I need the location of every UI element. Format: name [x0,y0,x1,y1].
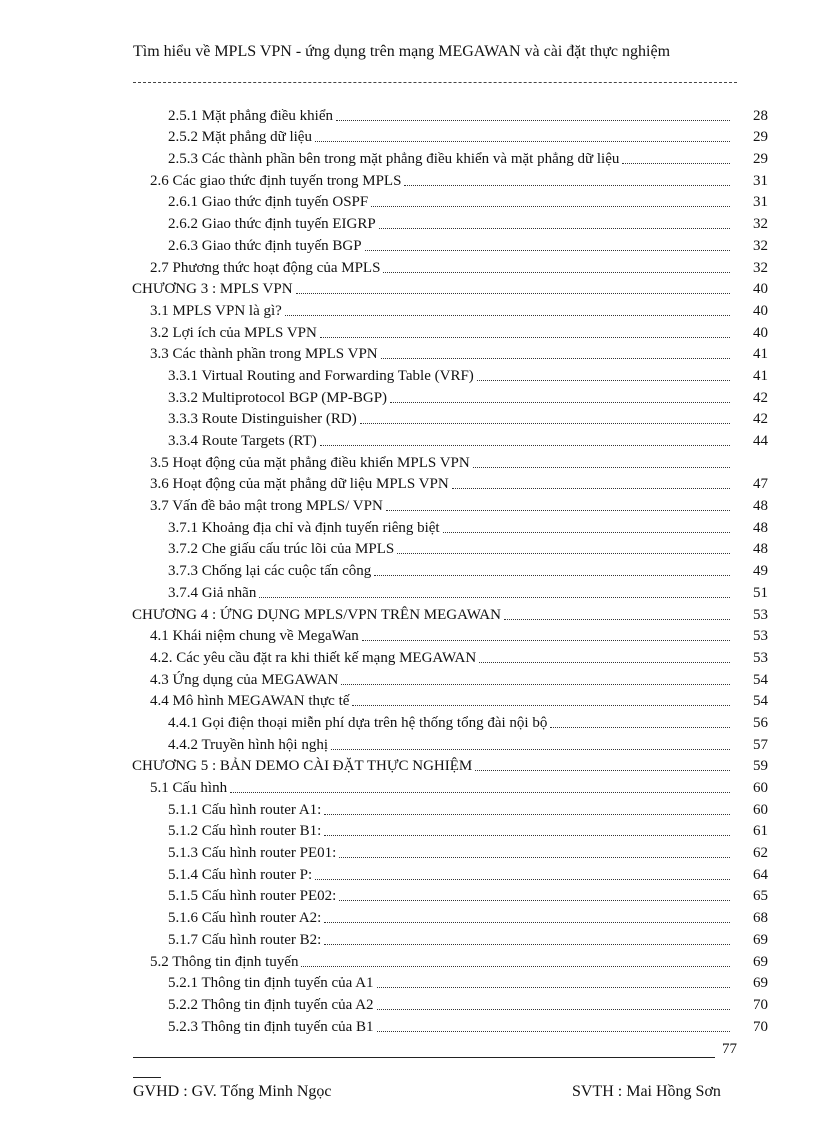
toc-dot-leader [360,423,730,424]
toc-entry[interactable] [132,992,768,1014]
toc-dot-leader [339,857,730,858]
toc-dot-leader [377,987,730,988]
toc-dot-leader [324,835,730,836]
toc-entry-label: 5.2.1 Thông tin định tuyến của A1 [168,975,374,992]
toc-entry[interactable] [132,233,768,255]
toc-entry-page: 29 [753,151,768,168]
toc-entry-label: 2.5.1 Mặt phẳng điều khiển [168,107,333,124]
toc-entry[interactable] [132,558,768,580]
toc-entry[interactable] [132,840,768,862]
toc-dot-leader [452,488,730,489]
toc-entry-label: 3.3.1 Virtual Routing and Forwarding Table (VRF) [168,367,474,384]
toc-entry-page: 69 [753,931,768,948]
toc-entry[interactable] [132,602,768,624]
toc-entry-label: 3.3 Các thành phần trong MPLS VPN [150,346,378,363]
toc-entry-page: 28 [753,107,768,124]
toc-entry-label: 2.6.2 Giao thức định tuyến EIGRP [168,216,376,233]
toc-dot-leader [404,185,730,186]
toc-entry[interactable] [132,125,768,147]
toc-entry-page: 29 [753,129,768,146]
toc-entry-label: 5.1.7 Cấu hình router B2: [168,931,322,948]
toc-dot-leader [390,402,730,403]
toc-dot-leader [324,814,730,815]
toc-entry-label: 3.2 Lợi ích của MPLS VPN [150,324,317,341]
toc-entry[interactable] [132,385,768,407]
toc-entry-page: 70 [753,996,768,1013]
toc-dot-leader [336,120,730,121]
toc-entry-page: 32 [753,259,768,276]
toc-dot-leader [504,619,730,620]
toc-entry-page: 54 [753,693,768,710]
toc-entry-page: 41 [753,367,768,384]
toc-dot-leader [315,879,730,880]
toc-entry[interactable] [132,363,768,385]
toc-entry[interactable] [132,710,768,732]
toc-dot-leader [301,966,730,967]
footer-short-rule [133,1077,161,1078]
toc-dot-leader [362,640,730,641]
toc-entry-page: 59 [753,758,768,775]
student-label: SVTH : Mai Hồng Sơn [572,1083,721,1100]
toc-entry-label: 5.1 Cấu hình [150,780,228,796]
toc-entry-label: 5.1.6 Cấu hình router A2: [168,910,322,927]
toc-dot-leader [550,727,730,728]
toc-entry-label: 2.6 Các giao thức định tuyến trong MPLS [150,172,402,189]
toc-entry[interactable] [132,211,768,233]
toc-entry-page: 32 [753,237,768,254]
toc-dot-leader [365,250,730,251]
toc-entry-page: 64 [753,866,768,883]
toc-entry[interactable] [132,667,768,689]
toc-dot-leader [379,228,730,229]
toc-entry[interactable] [132,320,768,342]
toc-entry-page: 68 [753,910,768,927]
toc-entry-label: 3.7 Vấn đề bảo mật trong MPLS/ VPN [150,498,383,515]
toc-entry-label: 3.6 Hoạt động của mặt phẳng dữ liệu MPLS VPN [150,476,449,493]
toc-entry[interactable] [132,342,768,364]
toc-entry-label: 2.6.1 Giao thức định tuyến OSPF [168,194,369,211]
toc-entry[interactable] [132,407,768,429]
page-number: 77 [722,1041,737,1057]
toc-entry-page: 51 [753,584,768,601]
toc-entry-page: 40 [753,302,768,319]
toc-entry-label: 4.4.1 Gọi điện thoại miễn phí dựa trên hệ thống tổng đài nội bộ [168,714,548,731]
toc-entry-label: 5.2.3 Thông tin định tuyến của B1 [168,1018,374,1035]
toc-entry-label: 3.3.3 Route Distinguisher (RD) [168,411,357,428]
toc-entry-page: 41 [753,346,768,363]
toc-entry-label: 3.1 MPLS VPN là gì? [150,302,282,319]
toc-entry[interactable] [132,515,768,537]
toc-dot-leader [374,575,730,576]
toc-entry-page: 44 [753,433,768,449]
toc-dot-leader [386,510,730,511]
toc-entry[interactable] [132,624,768,646]
toc-entry-page: 53 [753,649,768,666]
toc-entry-page: 60 [753,780,768,796]
toc-entry[interactable] [132,905,768,927]
toc-entry-label: 4.2. Các yêu cầu đặt ra khi thiết kế mạng MEGAWAN [150,649,477,666]
toc-entry-page: 40 [753,324,768,341]
toc-entry[interactable] [132,537,768,559]
toc-entry[interactable] [132,775,768,797]
toc-entry-page: 69 [753,953,768,970]
toc-entry-label: 3.3.2 Multiprotocol BGP (MP-BGP) [168,389,388,406]
toc-entry-label: 4.4 Mô hình MEGAWAN thực tế [150,693,350,710]
toc-entry-page: 69 [753,975,768,992]
toc-dot-leader [377,1031,730,1032]
toc-dot-leader [339,900,730,901]
toc-entry-label: 5.1.1 Cấu hình router A1: [168,801,322,818]
toc-entry[interactable] [132,428,768,450]
toc-entry-page: 65 [753,888,768,905]
toc-dot-leader [383,272,730,273]
toc-entry[interactable] [132,884,768,906]
toc-entry-page: 31 [753,172,768,189]
toc-dot-leader [475,770,730,771]
toc-entry-page: 57 [753,736,768,753]
advisor-label: GVHD : GV. Tống Minh Ngọc [133,1083,332,1100]
toc-entry-page: 61 [753,823,768,840]
toc-dot-leader [352,705,730,706]
toc-entry-label: 5.1.5 Cấu hình router PE02: [168,888,337,905]
toc-entry[interactable] [132,277,768,299]
toc-entry-label: 4.4.2 Truyền hình hội nghị [168,736,329,753]
toc-dot-leader [259,597,730,598]
toc-entry-label: 3.5 Hoạt động của mặt phẳng điều khiển MPLS VPN [150,454,470,471]
toc-entry-page: 53 [753,606,768,623]
toc-entry-page: 56 [753,714,768,731]
toc-dot-leader [479,662,730,663]
toc-dot-leader [341,684,730,685]
toc-entry[interactable] [132,754,768,776]
toc-entry-label: CHƯƠNG 5 : BẢN DEMO CÀI ĐẶT THỰC NGHIỆM [132,758,473,775]
toc-entry[interactable] [132,971,768,993]
toc-entry-label: 5.1.4 Cấu hình router P: [168,866,313,883]
toc-entry-label: 4.1 Khái niệm chung về MegaWan [150,628,359,645]
toc-entry[interactable] [132,168,768,190]
toc-entry-label: 2.5.2 Mặt phẳng dữ liệu [168,129,312,146]
toc-entry-page: 48 [753,498,768,515]
toc-entry[interactable] [132,645,768,667]
toc-entry[interactable] [132,732,768,754]
footer-divider [133,1057,715,1058]
page-header [133,40,753,64]
toc-entry-label: 5.1.3 Cấu hình router PE01: [168,845,337,862]
toc-entry[interactable] [132,190,768,212]
toc-dot-leader [377,1009,730,1010]
toc-entry-page: 32 [753,216,768,233]
toc-entry-label: CHƯƠNG 4 : ỨNG DỤNG MPLS/VPN TRÊN MEGAWAN [132,606,501,623]
toc-entry-page: 53 [753,628,768,645]
toc-entry[interactable] [132,103,768,125]
toc-entry-page: 40 [753,281,768,298]
toc-entry-label: 3.7.4 Giả nhãn [168,584,257,601]
toc-entry-page: 31 [753,194,768,211]
toc-entry-label: 5.2.2 Thông tin định tuyến của A2 [168,996,374,1013]
toc-entry-page: 54 [753,671,768,688]
toc-entry[interactable] [132,689,768,711]
toc-entry-label: 4.3 Ứng dụng của MEGAWAN [150,671,339,688]
toc-dot-leader [320,445,730,446]
toc-entry[interactable] [132,1014,768,1036]
toc-dot-leader [477,380,730,381]
toc-dot-leader [371,206,730,207]
table-of-contents [132,103,768,1036]
toc-entry-page: 48 [753,519,768,536]
toc-entry[interactable] [132,450,768,472]
toc-entry-page: 47 [753,476,768,493]
toc-entry-page: 48 [753,541,768,558]
toc-entry-page: 62 [753,845,768,862]
toc-entry-page: 49 [753,563,768,580]
toc-dot-leader [324,922,730,923]
toc-entry-label: 3.3.4 Route Targets (RT) [168,433,317,449]
toc-dot-leader [315,141,730,142]
toc-entry[interactable] [132,146,768,168]
toc-dot-leader [296,293,730,294]
toc-dot-leader [324,944,730,945]
toc-entry-label: 2.7 Phương thức hoạt động của MPLS [150,259,381,276]
toc-dot-leader [473,467,730,468]
toc-entry[interactable] [132,949,768,971]
toc-entry-label: 3.7.1 Khoảng địa chỉ và định tuyến riêng biệt [168,519,440,536]
toc-dot-leader [285,315,730,316]
header-divider [133,82,737,83]
toc-entry-page: 60 [753,801,768,818]
toc-entry-page: 70 [753,1018,768,1035]
toc-dot-leader [443,532,730,533]
toc-entry-page: 42 [753,411,768,428]
toc-entry[interactable] [132,255,768,277]
document-title: Tìm hiểu về MPLS VPN - ứng dụng trên mạng MEGAWAN và cài đặt thực nghiệm [133,43,671,60]
toc-entry-label: 5.2 Thông tin định tuyến [150,953,299,970]
toc-dot-leader [381,358,730,359]
toc-entry[interactable] [132,493,768,515]
toc-entry[interactable] [132,298,768,320]
toc-dot-leader [320,337,730,338]
toc-entry[interactable] [132,797,768,819]
toc-entry[interactable] [132,927,768,949]
toc-entry[interactable] [132,862,768,884]
toc-entry-label: 5.1.2 Cấu hình router B1: [168,823,322,840]
toc-entry-label: 3.7.3 Chống lại các cuộc tấn công [168,563,372,580]
toc-entry-label: 2.5.3 Các thành phần bên trong mặt phẳng điều khiển và mặt phẳng dữ liệu [168,151,620,168]
toc-entry[interactable] [132,580,768,602]
toc-dot-leader [230,792,730,793]
toc-entry-page: 42 [753,389,768,406]
toc-entry-label: CHƯƠNG 3 : MPLS VPN [132,281,293,298]
toc-dot-leader [397,553,730,554]
toc-entry-label: 3.7.2 Che giấu cấu trúc lõi của MPLS [168,541,395,558]
toc-entry[interactable] [132,472,768,494]
toc-entry-label: 2.6.3 Giao thức định tuyến BGP [168,237,362,254]
toc-entry[interactable] [132,819,768,841]
toc-dot-leader [331,749,730,750]
toc-dot-leader [622,163,730,164]
